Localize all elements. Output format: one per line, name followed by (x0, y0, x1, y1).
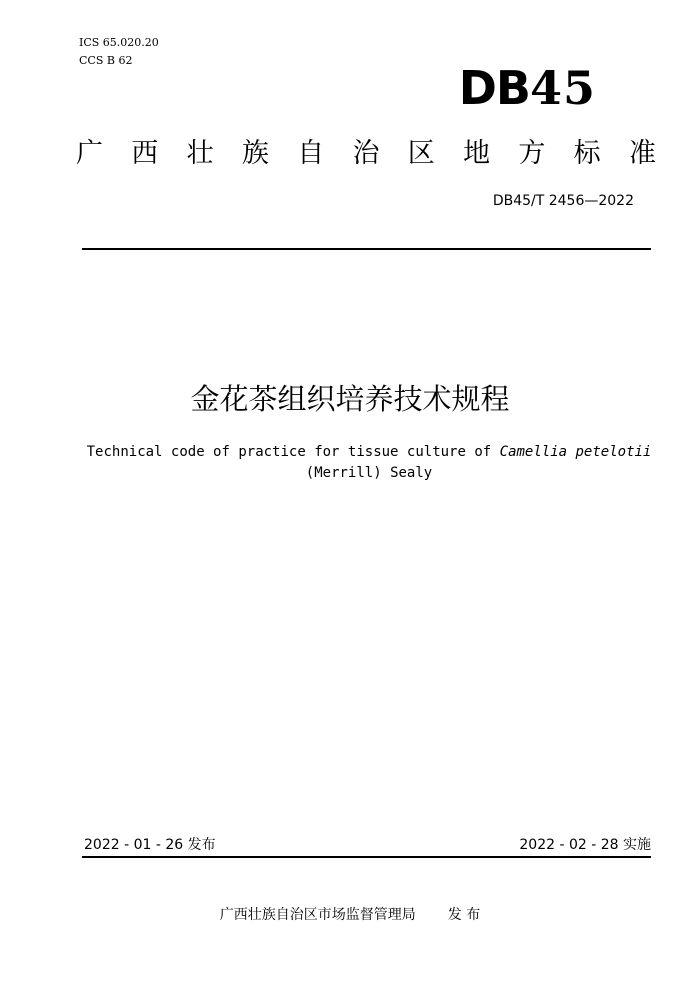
ics-code: ICS 65.020.20 (79, 36, 159, 49)
english-title (60, 442, 678, 484)
english-title-species: Camellia petelotii (499, 444, 652, 460)
logo-number: 45 (529, 61, 596, 115)
top-divider (82, 248, 651, 250)
logo-db: DB (458, 61, 530, 115)
bottom-divider (82, 856, 651, 858)
issuer-action: 发 布 (447, 907, 481, 923)
region-title-char: 区 (407, 138, 435, 169)
region-title-char: 自 (297, 138, 325, 169)
region-title-char: 西 (131, 138, 159, 169)
implement-date: 2022 - 02 - 28 实施 (519, 837, 651, 853)
english-title-suffix: (Merrill) Sealy (305, 465, 433, 481)
region-title-char: 方 (518, 138, 546, 169)
standard-number: DB45/T 2456—2022 (492, 193, 634, 209)
ccs-code: CCS B 62 (79, 54, 133, 67)
db45-logo (459, 62, 596, 114)
region-standard-title (76, 137, 656, 171)
english-title-line1 (60, 442, 678, 463)
region-title-char: 准 (628, 138, 656, 169)
publish-date: 2022 - 01 - 26 发布 (84, 837, 216, 853)
region-title-char: 壮 (186, 138, 214, 169)
issuer-line (0, 906, 700, 924)
chinese-title: 金花茶组织培养技术规程 (190, 382, 510, 416)
region-title-char: 族 (241, 138, 269, 169)
english-title-prefix: Technical code of practice for tissue culture of (86, 444, 500, 460)
region-title-char: 治 (352, 138, 380, 169)
region-title-char: 广 (76, 138, 103, 169)
region-title-char: 标 (573, 138, 601, 169)
issuer-name: 广西壮族自治区市场监督管理局 (219, 907, 416, 923)
region-title-char: 地 (463, 138, 491, 169)
